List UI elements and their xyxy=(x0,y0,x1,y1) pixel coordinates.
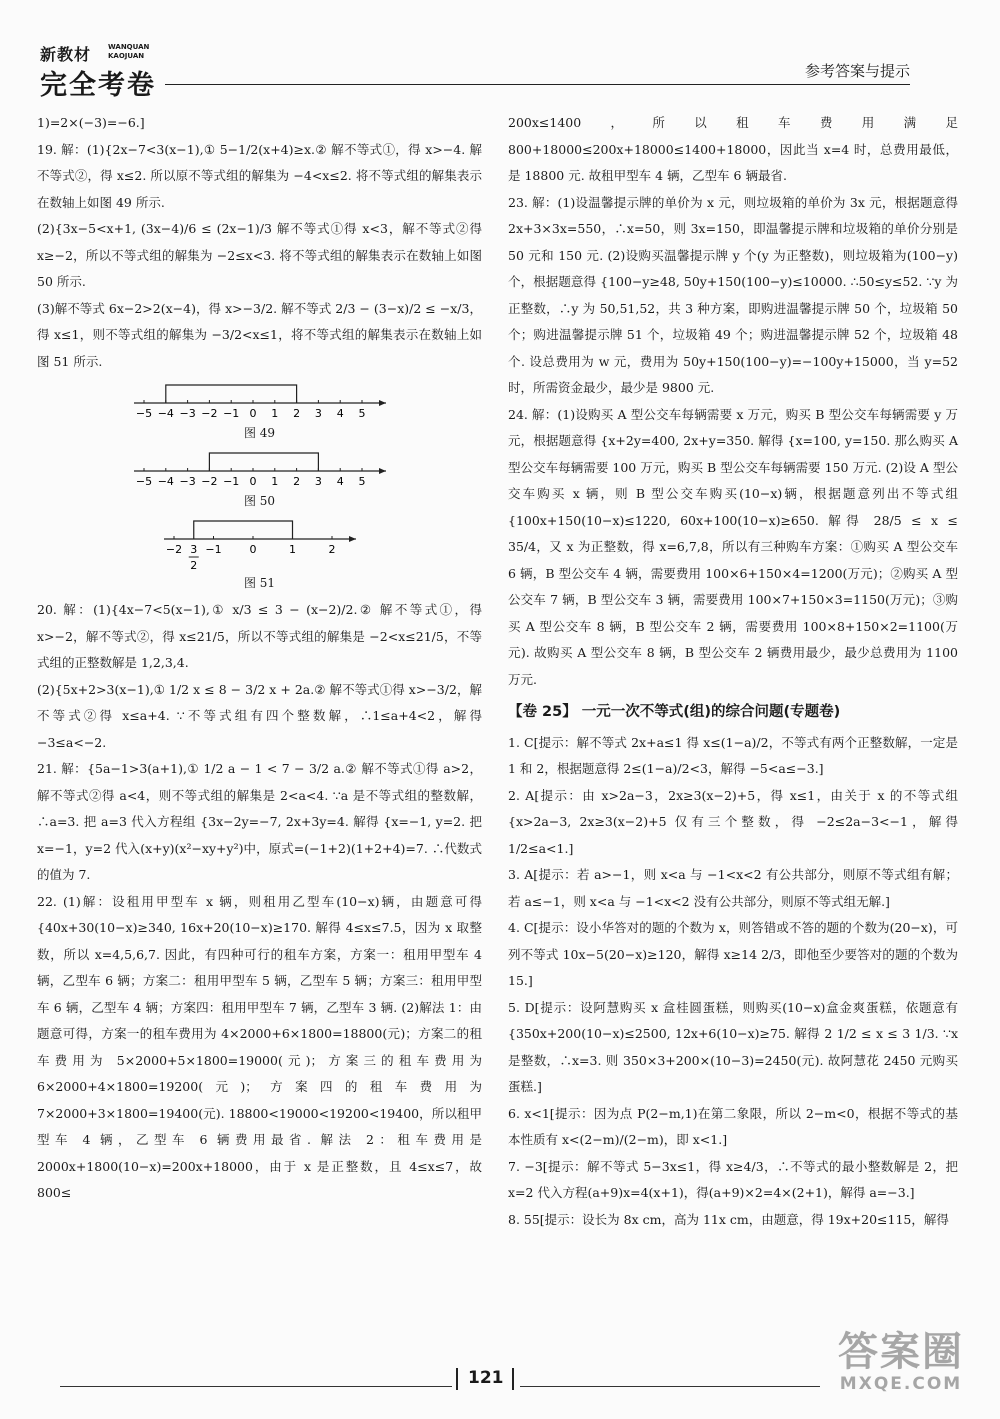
answer-20-part1: 20. 解：(1){4x−7<5(x−1),① x/3 ≤ 3 − (x−2)/2.② 解不等式①，得 x>−2，解不等式②，得 x≤21/5，所以不等式组的解集是 −2<x≤21/5，不等式组的正整数解是 1,2,3,4. xyxy=(37,602,482,670)
number-line-49 xyxy=(130,379,390,423)
figure-51 xyxy=(37,515,482,593)
answer-q6: 6. x<1[提示：因为点 P(2−m,1)在第二象限，所以 2−m<0，根据不等式的基本性质有 x<(2−m)/(2−m)，即 x<1.] xyxy=(508,1105,958,1147)
answer-18-tail: 1)=2×(−3)=−6.] xyxy=(37,115,145,130)
answer-19-part2: (2){3x−5<x+1, (3x−4)/6 ≤ (2x−1)/3 解不等式①得 x<3，解不等式②得 x≥−2，所以不等式组的解集为 −2≤x<3. 将不等式组的解集表示在数轴上如图 50 所示. xyxy=(37,221,482,289)
page-bar-left xyxy=(456,1368,458,1390)
tick-label: −2 xyxy=(165,543,182,556)
tick-label: −5 xyxy=(135,407,152,420)
tick-label: 4 xyxy=(336,475,344,488)
tick-label: 3 xyxy=(314,475,322,488)
answer-q1: 1. C[提示：解不等式 2x+a≤1 得 x≤(1−a)/2，不等式有两个正整数解，一定是 1 和 2，根据题意得 2≤(1−a)/2<3，解得 −5<a≤−3.] xyxy=(508,734,958,776)
axis-arrow xyxy=(379,400,386,406)
answer-22-continued: 200x≤1400，所以租车费用满足 800+18000≤200x+18000≤1400+18000，因此当 x=4 时，总费用最低，是 18800 元. 故租甲型车 4 辆，乙型车 6 辆最省. xyxy=(508,115,958,183)
tick-label: 5 xyxy=(358,407,365,420)
section-title: 【卷 25】 一元一次不等式(组)的综合问题(专题卷) xyxy=(508,704,841,720)
tick-label: 0 xyxy=(249,475,256,488)
watermark xyxy=(838,1330,964,1394)
footer-rule-left xyxy=(60,1386,452,1387)
tick-label: −4 xyxy=(157,407,174,420)
tick-label: 5 xyxy=(358,475,365,488)
tick-label: 2 xyxy=(292,407,300,420)
answer-q7: 7. −3[提示：解不等式 5−3x≤1，得 x≥4/3，∴不等式的最小整数解是 2，把 x=2 代入方程(a+9)x=4(x+1)，得(a+9)×2=4×(2+1)，解得 a=−3.] xyxy=(508,1158,958,1200)
tick-label: 1 xyxy=(288,543,296,556)
tick-label: −4 xyxy=(157,475,174,488)
tick-label: −5 xyxy=(135,475,152,488)
brand-small: 新教材 xyxy=(40,45,92,64)
tick-label: −3 xyxy=(178,407,196,420)
brand-pinyin-2: KAOJUAN xyxy=(108,52,145,60)
brand-big: 完全考卷 xyxy=(40,70,156,101)
answer-q8: 8. 55[提示：设长为 8x cm，高为 11x cm，由题意，得 19x+20≤115，解得 xyxy=(508,1211,949,1227)
watermark-line2: MXQE.COM xyxy=(839,1374,963,1394)
footer-rule-right xyxy=(520,1386,820,1387)
header-rule xyxy=(165,84,910,85)
tick-label: −2 xyxy=(200,475,218,488)
number-line-51 xyxy=(160,515,360,573)
answer-23: 23. 解：(1)设温馨提示牌的单价为 x 元，则垃圾箱的单价为 3x 元，根据题意得 2x+3×3x=550，∴x=50，则 3x=150，即温馨提示牌和垃圾箱的单价分别是 50 元和 150 元. (2)设购买温馨提示牌 y 个(y 为正整数)，则垃圾箱为(100−y)个，根据题意得 {100−y≥48, 50y+150(100−y)≤10000. ∴50≤y≤52. ∵y 为正整数，∴y 为 50,51,52，共 3 种方案，即购进温馨提示牌 50 个，垃圾箱 50 个；购进温馨提示牌 51 个，垃圾箱 49 个；购进温馨提示牌 52 个，垃圾箱 48 个. 设总费用为 w 元，费用为 50y+150(100−y)=−100y+15000，当 y=52 时，所需资金最少，最少是 9800 元. xyxy=(508,194,958,395)
brand-pinyin-1: WANQUAN xyxy=(108,43,150,51)
tick-label: 2 xyxy=(292,475,300,488)
tick-label: −1 xyxy=(222,475,239,488)
tick-label: −3 xyxy=(178,475,196,488)
brand-pinyin xyxy=(108,43,149,61)
number-line-50 xyxy=(130,447,390,491)
tick-label: −2 xyxy=(200,407,218,420)
figure-49 xyxy=(37,379,482,443)
axis-arrow xyxy=(379,468,386,474)
tick-label: 4 xyxy=(336,407,344,420)
tick-label: −1 xyxy=(204,543,222,556)
tick-label: 1 xyxy=(270,475,278,488)
answer-q4: 4. C[提示：设小华答对的题的个数为 x，则答错或不答的题的个数为(20−x)，可列不等式 10x−5(20−x)≥120，解得 x≥14 2/3，即他至少要答对的题的个数为 15.] xyxy=(508,920,958,988)
solution-bracket xyxy=(209,453,318,471)
tick-label: 0 xyxy=(249,407,256,420)
tick-label: 1 xyxy=(270,407,278,420)
figure-50-caption: 图 50 xyxy=(243,494,276,508)
brand xyxy=(40,42,156,102)
answer-22: 22. (1)解：设租用甲型车 x 辆，则租用乙型车(10−x)辆，由题意可得 {40x+30(10−x)≥340, 16x+20(10−x)≥170. 解得 4≤x≤7.5，因为 x 取整数，所以 x=4,5,6,7. 因此，有四种可行的租车方案，方案一：租用甲型车 4 辆，乙型车 6 辆；方案二：租用甲型车 5 辆，乙型车 5 辆；方案三：租用甲型车 6 辆，乙型车 4 辆；方案四：租用甲型车 7 辆，乙型车 3 辆. (2)解法 1：由题意可得，方案一的租车费用为 4×2000+6×1800=18800(元)；方案二的租车费用为 5×2000+5×1800=19000(元)；方案三的租车费用为 6×2000+4×1800=19200(元)；方案四的租车费用为 7×2000+3×1800=19400(元). 18800<19000<19200<19400，所以租甲型车 4 辆，乙型车 6 辆费用最省. 解法 2：租车费用是 2000x+1800(10−x)=200x+18000，由于 x 是正整数，且 4≤x≤7，故 800≤ xyxy=(37,893,482,1200)
tick-label: −1 xyxy=(222,407,239,420)
header-title: 参考答案与提示 xyxy=(804,62,910,80)
answer-21: 21. 解：{5a−1>3(a+1),① 1/2 a − 1 < 7 − 3/2 a.② 解不等式①得 a>2，解不等式②得 a<4，则不等式组的解集是 2<a<4. ∵a 是不等式组的整数解，∴a=3. 把 a=3 代入方程组 {3x−2y=−7, 2x+3y=4. 解得 {x=−1, y=2. 把 x=−1，y=2 代入(x+y)(x²−xy+y²)中，原式=(−1+2)(1+2+4)=7. ∴代数式的值为 7. xyxy=(37,761,482,882)
tick-label: 2 xyxy=(328,543,335,556)
answer-q5: 5. D[提示：设阿慧购买 x 盒桂圆蛋糕，则购买(10−x)盒金爽蛋糕，依题意有 {350x+200(10−x)≤2500, 12x+6(10−x)≥75. 解得 2 1/2 ≤ x ≤ 3 1/3. ∵x 是整数，∴x=3. 则 350×3+200×(10−3)=2450(元). 故阿慧花 2450 元购买蛋糕.] xyxy=(508,999,958,1094)
tick-label: 3 xyxy=(314,407,322,420)
answer-24: 24. 解：(1)设购买 A 型公交车每辆需要 x 万元，购买 B 型公交车每辆需要 y 万元，根据题意得 {x+2y=400, 2x+y=350. 解得 {x=100, y=150. 那么购买 A 型公交车每辆需要 100 万元，购买 B 型公交车每辆需要 150 万元. (2)设 A 型公交车购买 x 辆，则 B 型公交车购买(10−x)辆，根据题意列出不等式组 {100x+150(10−x)≤1220, 60x+100(10−x)≥650. 解得 28/5 ≤ x ≤ 35/4，又 x 为正整数，得 x=6,7,8，所以有三种购车方案：①购买 A 型公交车 6 辆，B 型公交车 4 辆，需要费用 100×6+150×4=1200(万元)；②购买 A 型公交车 7 辆，B 型公交车 3 辆，需要费用 100×7+150×3=1150(万元)；③购买 A 型公交车 8 辆，B 型公交车 2 辆，需要费用 100×8+150×2=1100(万元). 故购买 A 型公交车 8 辆，B 型公交车 2 辆费用最少，最少总费用为 1100 万元. xyxy=(508,406,958,687)
watermark-line1: 答案圈 xyxy=(838,1329,964,1375)
answer-q3: 3. A[提示：若 a>−1，则 x<a 与 −1<x<2 有公共部分，则原不等式组有解；若 a≤−1，则 x<a 与 −1<x<2 没有公共部分，则原不等式组无解.] xyxy=(508,867,958,909)
solution-bracket xyxy=(193,521,292,539)
figure-50 xyxy=(37,447,482,511)
page-number: 121 xyxy=(468,1368,504,1388)
answer-20-part2: (2){5x+2>3(x−1),① 1/2 x ≤ 8 − 3/2 x + 2a.② 解不等式①得 x>−3/2，解不等式②得 x≤a+4. ∵不等式组有四个整数解，∴1≤a+4<2，解得 −3≤a<−2. xyxy=(37,681,482,750)
figure-51-caption: 图 51 xyxy=(243,576,276,590)
fraction-denominator: 2 xyxy=(189,559,197,572)
fraction-numerator: 3 xyxy=(189,543,197,556)
answer-q2: 2. A[提示：由 x>2a−3，2x≥3(x−2)+5，得 x≤1，由关于 x 的不等式组 {x>2a−3, 2x≥3(x−2)+5 仅有三个整数，得 −2≤2a−3<−1，解得 1/2≤a<1.] xyxy=(508,787,958,856)
left-column xyxy=(37,110,482,1207)
tick-label: 0 xyxy=(249,543,256,556)
right-column xyxy=(508,110,958,1233)
page-bar-right xyxy=(512,1368,514,1390)
answer-19-part1: 19. 解：(1){2x−7<3(x−1),① 5−1/2(x+4)≥x.② 解不等式①，得 x>−4. 解不等式②，得 x≤2. 所以原不等式组的解集为 −4<x≤2. 将不等式组的解集表示在数轴上如图 49 所示. xyxy=(37,141,482,210)
answer-19-part3: (3)解不等式 6x−2>2(x−4)，得 x>−3/2. 解不等式 2/3 − (3−x)/2 ≤ −x/3，得 x≤1，则不等式组的解集为 −3/2<x≤1，将不等式组的解集表示在数轴上如图 51 所示. xyxy=(37,300,482,369)
axis-arrow xyxy=(349,536,356,542)
figure-49-caption: 图 49 xyxy=(243,426,276,440)
